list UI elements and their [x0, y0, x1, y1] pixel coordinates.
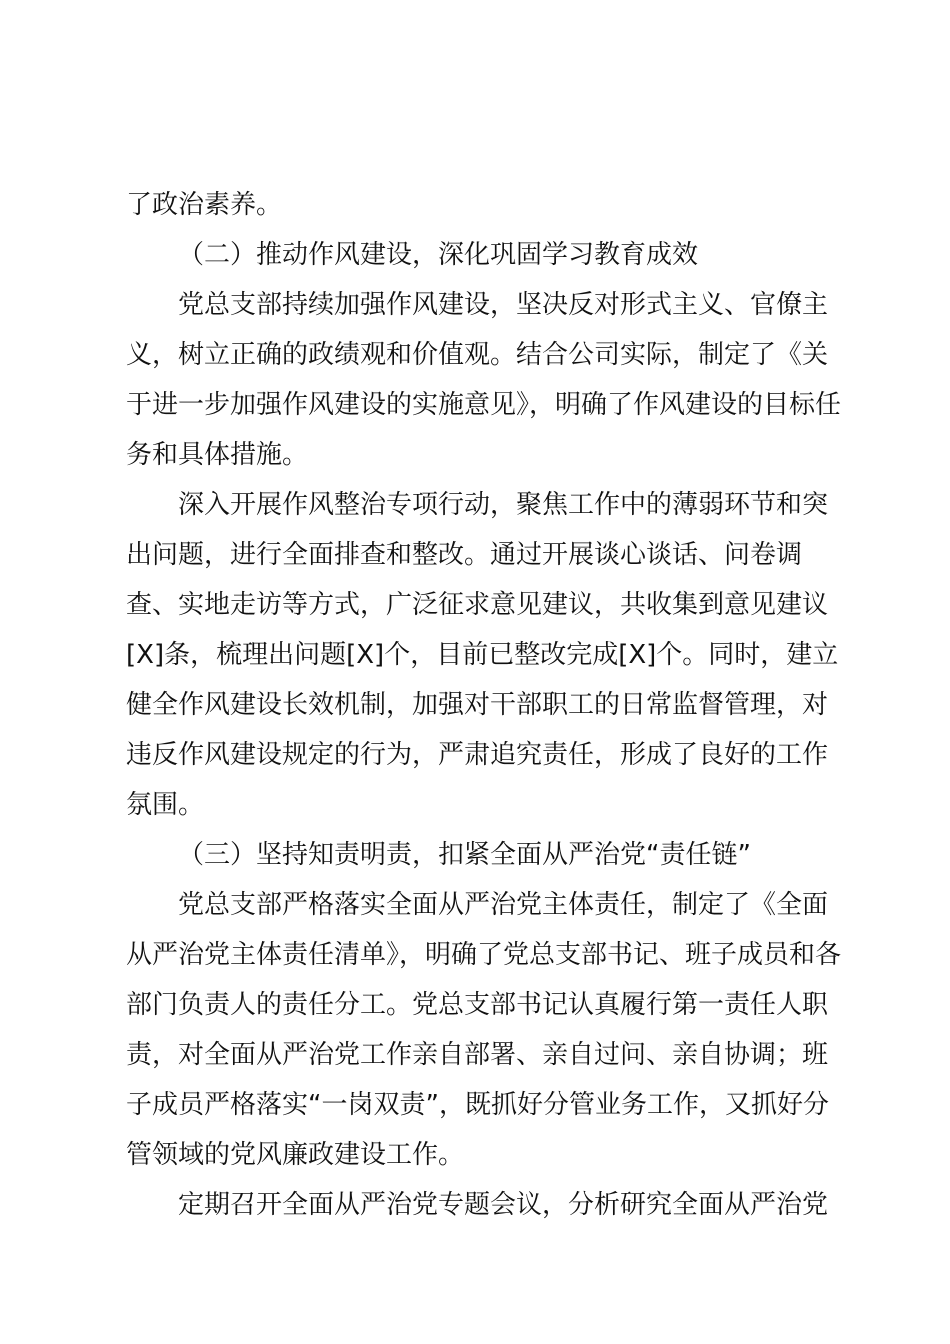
section-heading-2: （二）推动作风建设，深化巩固学习教育成效: [178, 240, 699, 270]
paragraph: 党总支部持续加强作风建设，坚决反对形式主义、官僚主义，树立正确的政绩观和价值观。结合公司实际，制定了《关于进一步加强作风建设的实施意见》，明确了作风建设的目标任务和具体措施。: [126, 290, 842, 470]
document-body: [126, 180, 842, 1230]
paragraph: 深入开展作风整治专项行动，聚焦工作中的薄弱环节和突出问题，进行全面排查和整改。通过开展谈心谈话、问卷调查、实地走访等方式，广泛征求意见建议，共收集到意见建议[X]条，梳理出问题[X]个，目前已整改完成[X]个。同时，建立健全作风建设长效机制，加强对干部职工的日常监督管理，对违反作风建设规定的行为，严肃追究责任，形成了良好的工作氛围。: [126, 490, 839, 820]
paragraph: 定期召开全面从严治党专题会议，分析研究全面从严治党: [178, 1190, 829, 1220]
section-heading-3: （三）坚持知责明责，扣紧全面从严治党“责任链”: [178, 840, 751, 870]
paragraph: 党总支部严格落实全面从严治党主体责任，制定了《全面从严治党主体责任清单》，明确了党总支部书记、班子成员和各部门负责人的责任分工。党总支部书记认真履行第一责任人职责，对全面从严治党工作亲自部署、亲自过问、亲自协调；班子成员严格落实“一岗双责”，既抓好分管业务工作，又抓好分管领域的党风廉政建设工作。: [126, 890, 842, 1170]
paragraph-continuation: 了政治素养。: [126, 190, 283, 220]
